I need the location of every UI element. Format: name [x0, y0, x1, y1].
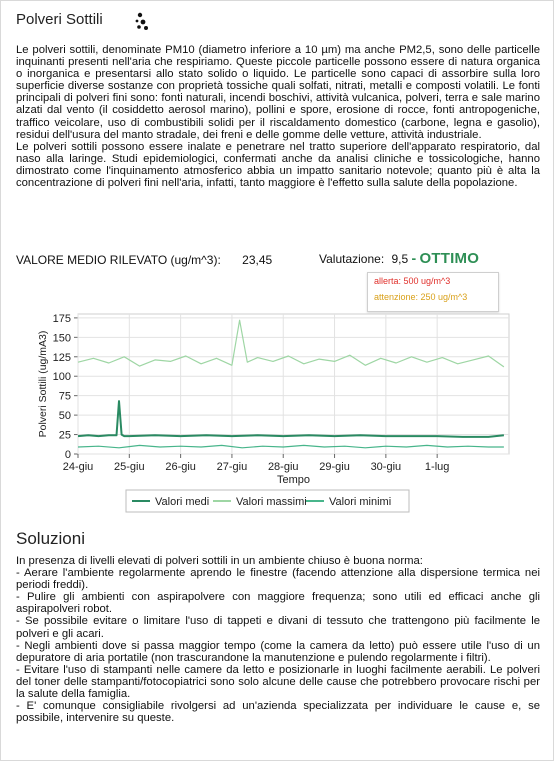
rating-dash: - — [411, 250, 417, 266]
legend-label: Valori medi — [155, 496, 210, 508]
solutions-title: Soluzioni — [16, 529, 85, 548]
x-tick-label: 1-lug — [424, 461, 450, 473]
rating-label: Valutazione: — [319, 252, 385, 266]
plot-area — [78, 314, 509, 454]
y-tick-label: 100 — [52, 371, 71, 384]
rating-word: OTTIMO — [419, 250, 480, 267]
y-axis-label: Polveri Sottili (ug/mA3) — [37, 330, 49, 438]
intro-paragraph-2: Le polveri sottili possono essere inalate e penetrare nel tratto superiore dell'apparato respiratorio, dal naso alla laringe. Studi epidemiologici, confermati anche da analisi cliniche e tossicologiche, hanno dimostrato come l'inquinamento atmosferico abbia un impatto sanitario notevole; quanto più è alta la concentrazione di polveri fini nell'aria, infatti, tanto maggiore è l'effetto sulla salute della popolazione. — [16, 140, 540, 190]
intro-text — [16, 44, 540, 189]
y-tick-label: 125 — [52, 351, 71, 364]
solutions-intro: In presenza di livelli elevati di polveri sottili in un ambiente chiuso è buona norma: — [16, 555, 423, 567]
x-tick-label: 26-giu — [165, 461, 196, 473]
intro-paragraph-1: Le polveri sottili, denominate PM10 (diametro inferiore a 10 µm) ma anche PM2,5, sono delle particelle inquinanti presenti nell'aria che respiriamo. Queste piccole particelle possono essere di natura organica o inorganica e presentarsi allo stato solido o liquido. Le particelle sono capaci di assorbire sulla loro superficie diverse sostanze con proprietà tossiche quali solfati, nitrati, metalli e composti volatili. Le fonti principali di polveri fini sono: fonti naturali, incendi boschivi, attività vulcanica, polveri, terra e sale marino alzati dal vento (il cosiddetto aerosol marino), pollini e spore, erosione di rocce, fonti antropogeniche, traffico veicolare, uso di combustibili solidi per il riscaldamento domestico (carbone, legna e gasolio), residui dell'usura del manto stradale, dei freni e delle gomme delle vetture, attività industriale. — [16, 44, 540, 141]
solution-item: - Pulire gli ambienti con aspirapolvere con maggiore frequenza; sono utili ed efficaci anche gli aspirapolveri robot. — [16, 591, 540, 616]
page-title: Polveri Sottili — [16, 10, 103, 28]
x-tick-label: 28-giu — [267, 461, 299, 473]
attention-threshold: attenzione: 250 ug/m^3 — [374, 292, 468, 302]
chart-legend — [126, 490, 409, 512]
y-tick-label: 75 — [58, 390, 71, 403]
solutions-list — [16, 567, 540, 724]
solutions-text — [16, 555, 540, 724]
pm-chart — [1, 306, 554, 521]
solution-item: - Se possibile evitare o limitare l'uso di tappeti e divani di tessuto che trattengono più facilmente le polveri e gli acari. — [16, 615, 540, 640]
rating — [319, 250, 479, 267]
x-tick-label: 27-giu — [216, 461, 248, 473]
x-axis-label: Tempo — [276, 474, 311, 486]
y-tick-label: 25 — [58, 429, 71, 442]
y-tick-label: 175 — [52, 312, 71, 325]
solution-item: - E' comunque consigliabile rivolgersi ad un'azienda specializzata per individuare le cause e, se possibile, intervenire su queste. — [16, 700, 540, 725]
dots-icon — [134, 12, 150, 32]
rating-number: 9,5 — [391, 252, 409, 266]
x-tick-label: 25-giu — [114, 461, 145, 473]
solution-item: - Evitare l'uso di stampanti nelle camere da letto e posizionarle in luoghi facilmente aerabili. Le polveri del toner delle stampanti/fotocopiatrici sono solo alcune delle cause che potrebbero provocare rischi per la salute della famiglia. — [16, 663, 540, 701]
legend-label: Valori minimi — [329, 496, 392, 508]
y-tick-label: 0 — [64, 449, 71, 461]
y-tick-label: 50 — [58, 410, 71, 423]
solution-item: - Negli ambienti dove si passa maggior tempo (come la camera da letto) può essere utile l'uso di un depuratore di aria portatile (non trascurandone la manutenzione e pulendo regolarmente i filtri). — [16, 639, 540, 664]
x-tick-label: 24-giu — [62, 461, 94, 473]
header — [16, 7, 103, 31]
average-number: 23,45 — [242, 253, 273, 267]
solution-item: - Aerare l'ambiente regolarmente aprendo le finestre (facendo attenzione alla dispersione termica nei periodi freddi). — [16, 567, 540, 592]
x-tick-label: 29-giu — [319, 461, 350, 473]
x-tick-label: 30-giu — [370, 461, 402, 473]
average-label: VALORE MEDIO RILEVATO (ug/m^3): — [16, 253, 221, 267]
legend-label: Valori massimi — [236, 496, 307, 508]
alert-threshold: allerta: 500 ug/m^3 — [374, 276, 451, 286]
average-value — [16, 253, 272, 267]
y-tick-label: 150 — [52, 332, 71, 345]
